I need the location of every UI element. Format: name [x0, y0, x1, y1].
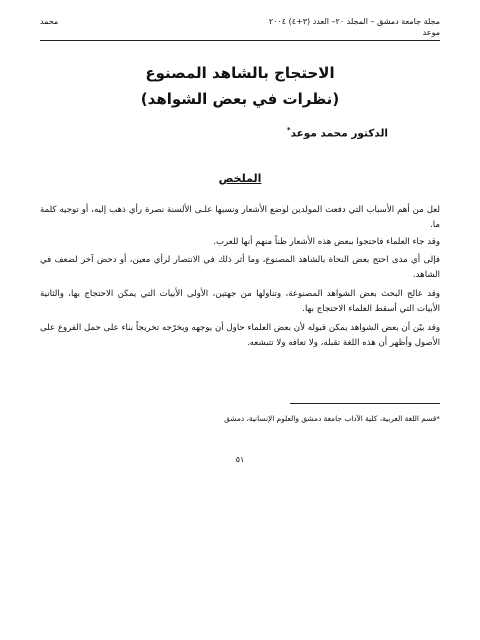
- abstract-paragraph: لعل من أهم الأسباب التي دفعت المولدين لوضع الأشعار ونسبها علـى الألسنة نصرة رأي ذهب إليه، أو توجيه كلمة ما.: [40, 204, 440, 230]
- abstract-paragraph: وقد بيّن أن بعض الشواهد يمكن قبوله لأن بعض العلماء حاول أن يوجهه ويخرّجه تخريجاً بناء على حمل الفروع على الأصول وأظهر أن هذه اللغة تقبله، ولا تعافه ولا تتبشعه.: [40, 322, 440, 348]
- page-number: ٥١: [235, 455, 245, 464]
- paper-subtitle: (نظرات في بعض الشواهد): [140, 90, 340, 108]
- journal-citation: مجلة جامعة دمشق – المجلد ٢٠– العدد (٣+٤) ٢٠٠٤: [268, 16, 440, 26]
- running-head: [40, 14, 440, 28]
- header-rule: [40, 40, 440, 41]
- footnote: *قسم اللغة العربية، كلية الآداب جامعة دمشق والعلوم الإنسانية، دمشق: [224, 414, 440, 423]
- abstract-paragraph: وقد جاء العلماء فاحتجوا ببعض هذه الأشعار ظناً منهم أنها للعرب.: [213, 236, 440, 247]
- paper-title: الاحتجاج بالشاهد المصنوع: [145, 64, 335, 82]
- running-head-author-2: موعد: [422, 28, 440, 37]
- footnote-rule: [290, 403, 440, 404]
- abstract-paragraph: وقد عالج البحث بعض الشواهد المصنوعة، وتناولها من جهتين، الأولى الأبيات التي يمكن الاحتجاج بها، والثانية الأبيات التي أسقط العلماء الاحتجاج بها.: [40, 288, 440, 314]
- author-footnote-mark: *: [286, 126, 291, 134]
- author-name-text: الدكتور محمد موعد: [290, 127, 388, 140]
- author-name: [287, 126, 388, 140]
- abstract-heading: الملخص: [218, 172, 262, 185]
- running-head-author: محمد: [40, 16, 59, 26]
- abstract-paragraph: فإلى أي مدى احتج بعض النحاة بالشاهد المصنوع، وما أثر ذلك في الانتصار لرأي معين، أو دحض آخر لضعف في الشاهد.: [40, 254, 440, 280]
